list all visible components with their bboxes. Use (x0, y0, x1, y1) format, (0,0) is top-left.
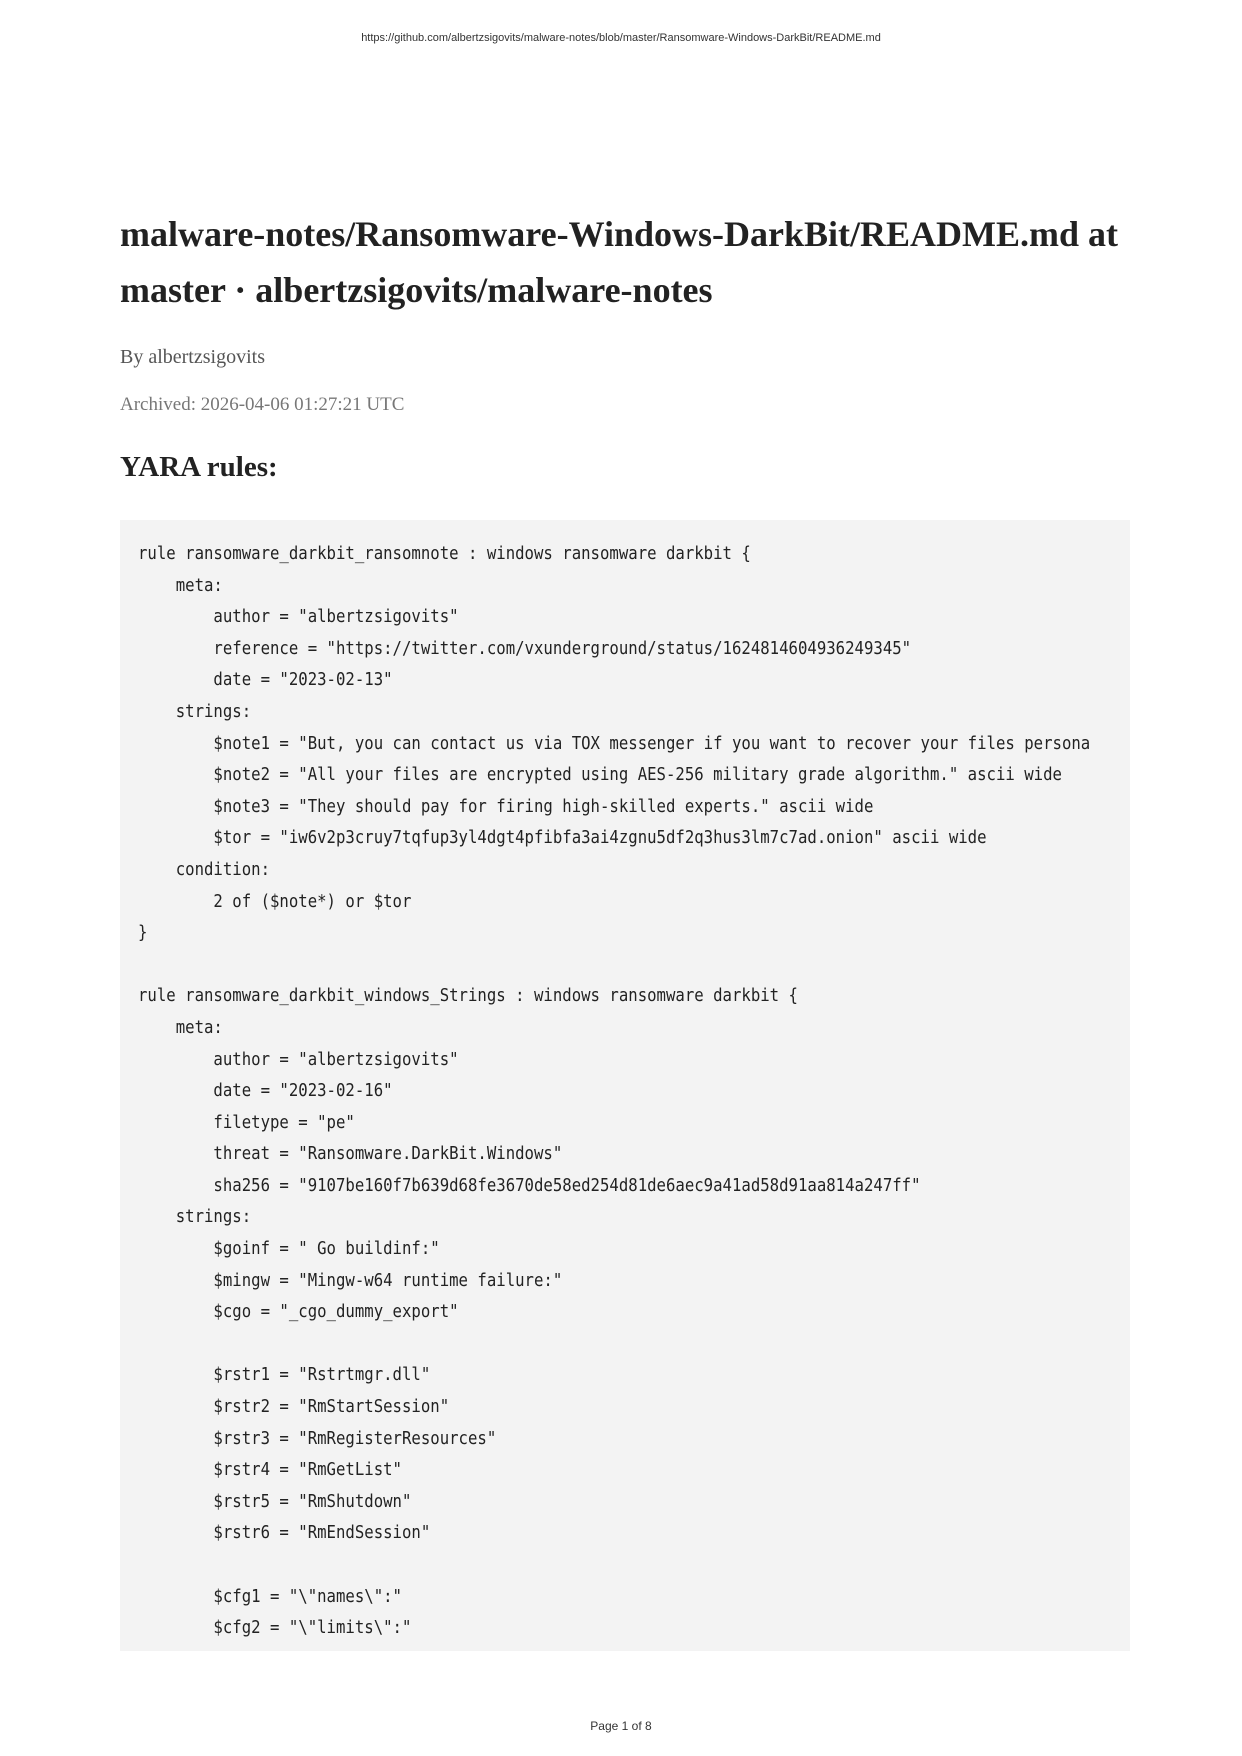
code-line (138, 949, 1001, 981)
code-line: sha256 = "9107be160f7b639d68fe3670de58ed254d81de6aec9a41ad58d91aa814a247ff" (138, 1174, 921, 1196)
code-line: $rstr4 = "RmGetList" (138, 1459, 402, 1481)
code-line: author = "albertzsigovits" (138, 1048, 459, 1070)
page-title: malware-notes/Ransomware-Windows-DarkBit/README.md at master · albertzsigovits/malware-notes (120, 214, 1118, 310)
page-number: Page 1 of 8 (590, 1719, 652, 1733)
code-line (138, 1328, 1001, 1360)
code-block (120, 520, 1130, 1651)
section-heading-yara-rules: YARA rules: (120, 451, 278, 483)
code-line: meta: (138, 574, 223, 596)
code-line: condition: (138, 858, 270, 880)
code-line: $rstr6 = "RmEndSession" (138, 1522, 431, 1544)
code-line: $note3 = "They should pay for firing high-skilled experts." ascii wide (138, 795, 874, 817)
code-line: $cgo = "_cgo_dummy_export" (138, 1301, 459, 1323)
code-line: $note2 = "All your files are encrypted using AES-256 military grade algorithm." ascii wide (138, 764, 1062, 786)
code-line: $cfg1 = "\"names\":" (138, 1585, 402, 1607)
code-line: strings: (138, 1206, 252, 1228)
code-line: } (138, 922, 148, 944)
code-line: $note1 = "But, you can contact us via TOX messenger if you want to recover your files persona (138, 732, 1091, 754)
code-line: $tor = "iw6v2p3cruy7tqfup3yl4dgt4pfibfa3ai4zgnu5df2q3hus3lm7c7ad.onion" ascii wide (138, 827, 987, 849)
code-line: $rstr5 = "RmShutdown" (138, 1490, 412, 1512)
code-line: date = "2023-02-13" (138, 669, 393, 691)
code-line: date = "2023-02-16" (138, 1080, 393, 1102)
code-line: threat = "Ransomware.DarkBit.Windows" (138, 1143, 563, 1165)
code-line: rule ransomware_darkbit_ransomnote : windows ransomware darkbit { (138, 543, 751, 564)
code-line: $rstr3 = "RmRegisterResources" (138, 1427, 497, 1449)
document-content (120, 206, 1130, 1651)
source-url: https://github.com/albertzsigovits/malware-notes/blob/master/Ransomware-Windows-DarkBit/README.md (361, 32, 881, 44)
author-byline: By albertzsigovits (120, 346, 265, 368)
code-line: meta: (138, 1016, 223, 1038)
code-line: $cfg2 = "\"limits\":" (138, 1617, 412, 1639)
code-line: 2 of ($note*) or $tor (138, 890, 412, 912)
code-line: $mingw = "Mingw-w64 runtime failure:" (138, 1269, 563, 1291)
code-line: $goinf = " Go buildinf:" (138, 1238, 440, 1260)
archived-timestamp: Archived: 2026-04-06 01:27:21 UTC (120, 394, 405, 415)
code-line: $rstr1 = "Rstrtmgr.dll" (138, 1364, 431, 1386)
code-line: strings: (138, 700, 252, 722)
code-line (138, 1549, 1001, 1581)
code-line: $rstr2 = "RmStartSession" (138, 1396, 450, 1418)
code-line: author = "albertzsigovits" (138, 606, 459, 628)
code-line: rule ransomware_darkbit_windows_Strings : windows ransomware darkbit { (138, 985, 798, 1007)
code-line: filetype = "pe" (138, 1111, 355, 1133)
code-line: reference = "https://twitter.com/vxunderground/status/1624814604936249345" (138, 637, 912, 659)
